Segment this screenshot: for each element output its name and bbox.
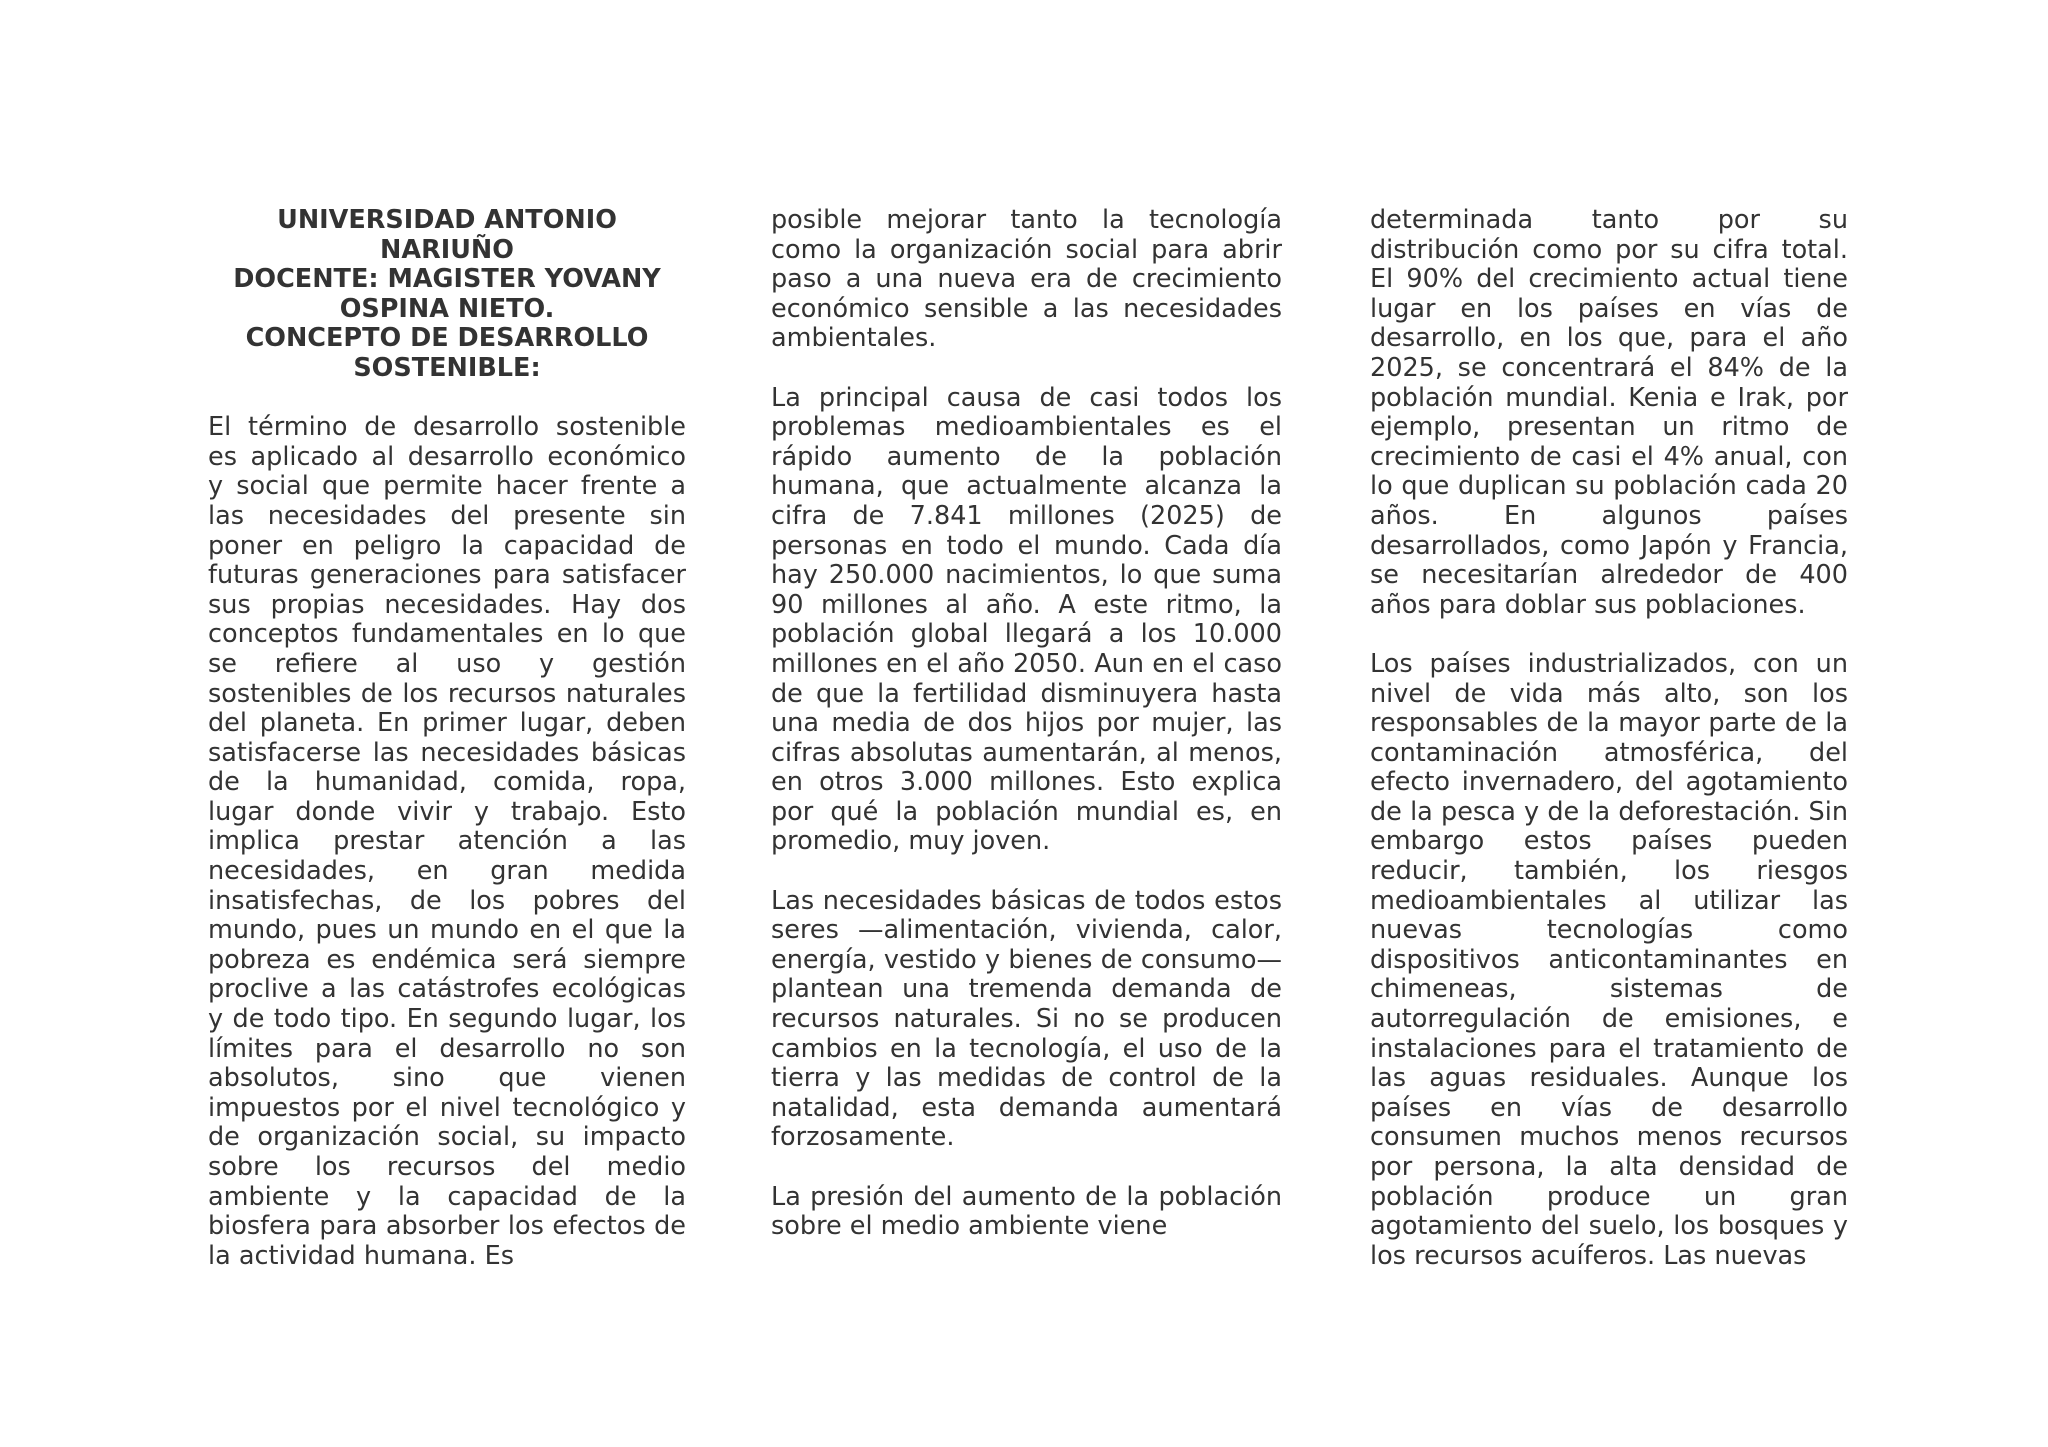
paragraph-population-pressure: La presión del aumento de la población sobre el medio ambiente viene [771, 1181, 1282, 1242]
paragraph-distribution: determinada tanto por su distribución como por su cifra total. El 90% del crecimiento actual tiene lugar en los países en vías de desarrollo, en los que, para el año 2025, se concentrará el 84% de la población mundial. Kenia e Irak, por ejemplo, presentan un ritmo de crecimiento de casi el 4% anual, con lo que duplican su población cada 20 años. En algunos países desarrollados, como Japón y Francia, se necesitarían alrededor de 400 años para doblar sus poblaciones. [1370, 205, 1848, 620]
paragraph-basic-needs: Las necesidades básicas de todos estos seres —alimentación, vivienda, calor, energía, vestido y bienes de consumo— plantean una tremenda demanda de recursos naturales. Si no se producen cambios en la tecnología, el uso de la tierra y las medidas de control de la natalidad, esta demanda aumentará forzosamente. [771, 885, 1282, 1153]
heading-teacher: DOCENTE: MAGISTER YOVANY OSPINA NIETO. [233, 264, 661, 324]
paragraph-population-growth: La principal causa de casi todos los problemas medioambientales es el rápido aumento de la población humana, que actualmente alcanza la cifra de 7.841 millones (2025) de personas en todo el mundo. Cada día hay 250.000 nacimientos, lo que suma 90 millones al año. A este ritmo, la población global llegará a los 10.000 millones en el año 2050. Aun en el caso de que la fertilidad disminuyera hasta una media de dos hijos por mujer, las cifras absolutas aumentarán, al menos, en otros 3.000 millones. Esto explica por qué la población mundial es, en promedio, muy joven. [771, 382, 1282, 857]
paragraph-definition: El término de desarrollo sostenible es aplicado al desarrollo económico y social que permite hacer frente a las necesidades del presente sin poner en peligro la capacidad de futuras generaciones para satisfacer sus propias necesidades. Hay dos conceptos fundamentales en lo que se refiere al uso y gestión sostenibles de los recursos naturales del planeta. En primer lugar, deben satisfacerse las necesidades básicas de la humanidad, comida, ropa, lugar donde vivir y trabajo. Esto implica prestar atención a las necesidades, en gran medida insatisfechas, de los pobres del mundo, pues un mundo en el que la pobreza es endémica será siempre proclive a las catástrofes ecológicas y de todo tipo. En segundo lugar, los límites para el desarrollo no son absolutos, sino que vienen impuestos por el nivel tecnológico y de organización social, su impacto sobre los recursos del medio ambiente y la capacidad de la biosfera para absorber los efectos de la actividad humana. Es [208, 412, 686, 1271]
heading-university: UNIVERSIDAD ANTONIO NARIUÑO [277, 205, 617, 265]
paragraph-industrialized-countries: Los países industrializados, con un nivel de vida más alto, son los responsables de la mayor parte de la contaminación atmosférica, del efecto invernadero, del agotamiento de la pesca y de la deforestación. Sin embargo estos países pueden reducir, también, los riesgos medioambientales al utilizar las nuevas tecnologías como dispositivos anticontaminantes en chimeneas, sistemas de autorregulación de emisiones, e instalaciones para el tratamiento de las aguas residuales. Aunque los países en vías de desarrollo consumen muchos menos recursos por persona, la alta densidad de población produce un gran agotamiento del suelo, los bosques y los recursos acuíferos. Las nuevas [1370, 648, 1848, 1271]
text-column-1 [208, 206, 686, 1271]
text-column-2 [771, 206, 1282, 1242]
text-column-3 [1370, 206, 1848, 1271]
heading-topic: CONCEPTO DE DESARROLLO SOSTENIBLE: [245, 323, 649, 383]
document-heading [208, 206, 686, 384]
paragraph-continuation: posible mejorar tanto la tecnología como la organización social para abrir paso a una nueva era de crecimiento económico sensible a las necesidades ambientales. [771, 205, 1282, 354]
